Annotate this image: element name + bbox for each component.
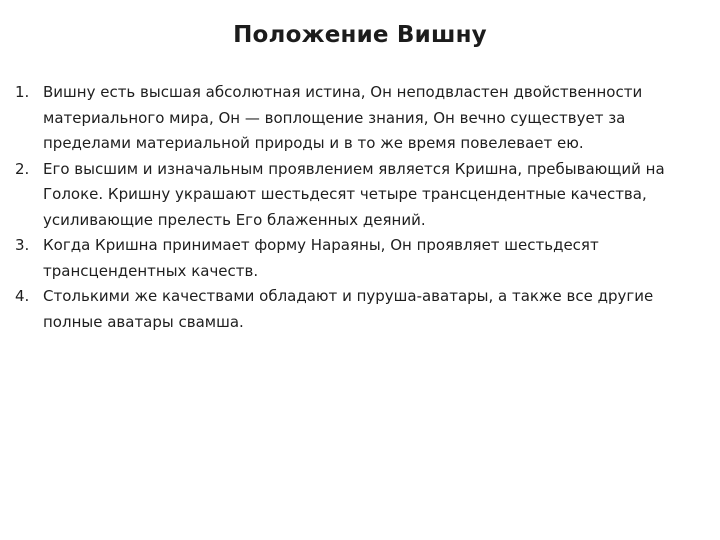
list-item-number: 4. [15,287,30,305]
list-item-number: 2. [15,159,30,178]
list-item-text: Когда Кришна принимает форму Нараяны, Он проявляет шестьдесят трансцендентных качеств. [43,236,599,280]
list-item-number: 1. [15,83,30,101]
slide-title: Положение Вишну [233,22,487,48]
list-item [15,80,695,157]
list-item-number: 3. [15,236,30,254]
list-item-text: Вишну есть высшая абсолютная истина, Он неподвластен двойственности материального мира, Он — воплощение знания, Он вечно существует за пределами материальной природы и в то же время повелевает ею. [43,83,643,152]
list-item [15,284,695,335]
list-item-text: Его высшим и изначальным проявлением является Кришна, пребывающий на Голоке. Кришну украшают шестьдесят четыре трансцендентные качества, усиливающие прелесть Его блаженных деяний. [43,159,665,229]
slide-content [15,80,695,335]
numbered-list [15,80,695,335]
list-item-text: Столькими же качествами обладают и пуруша-аватары, а также все другие полные аватары свамша. [43,287,654,331]
list-item [15,233,695,284]
list-item [15,157,695,234]
